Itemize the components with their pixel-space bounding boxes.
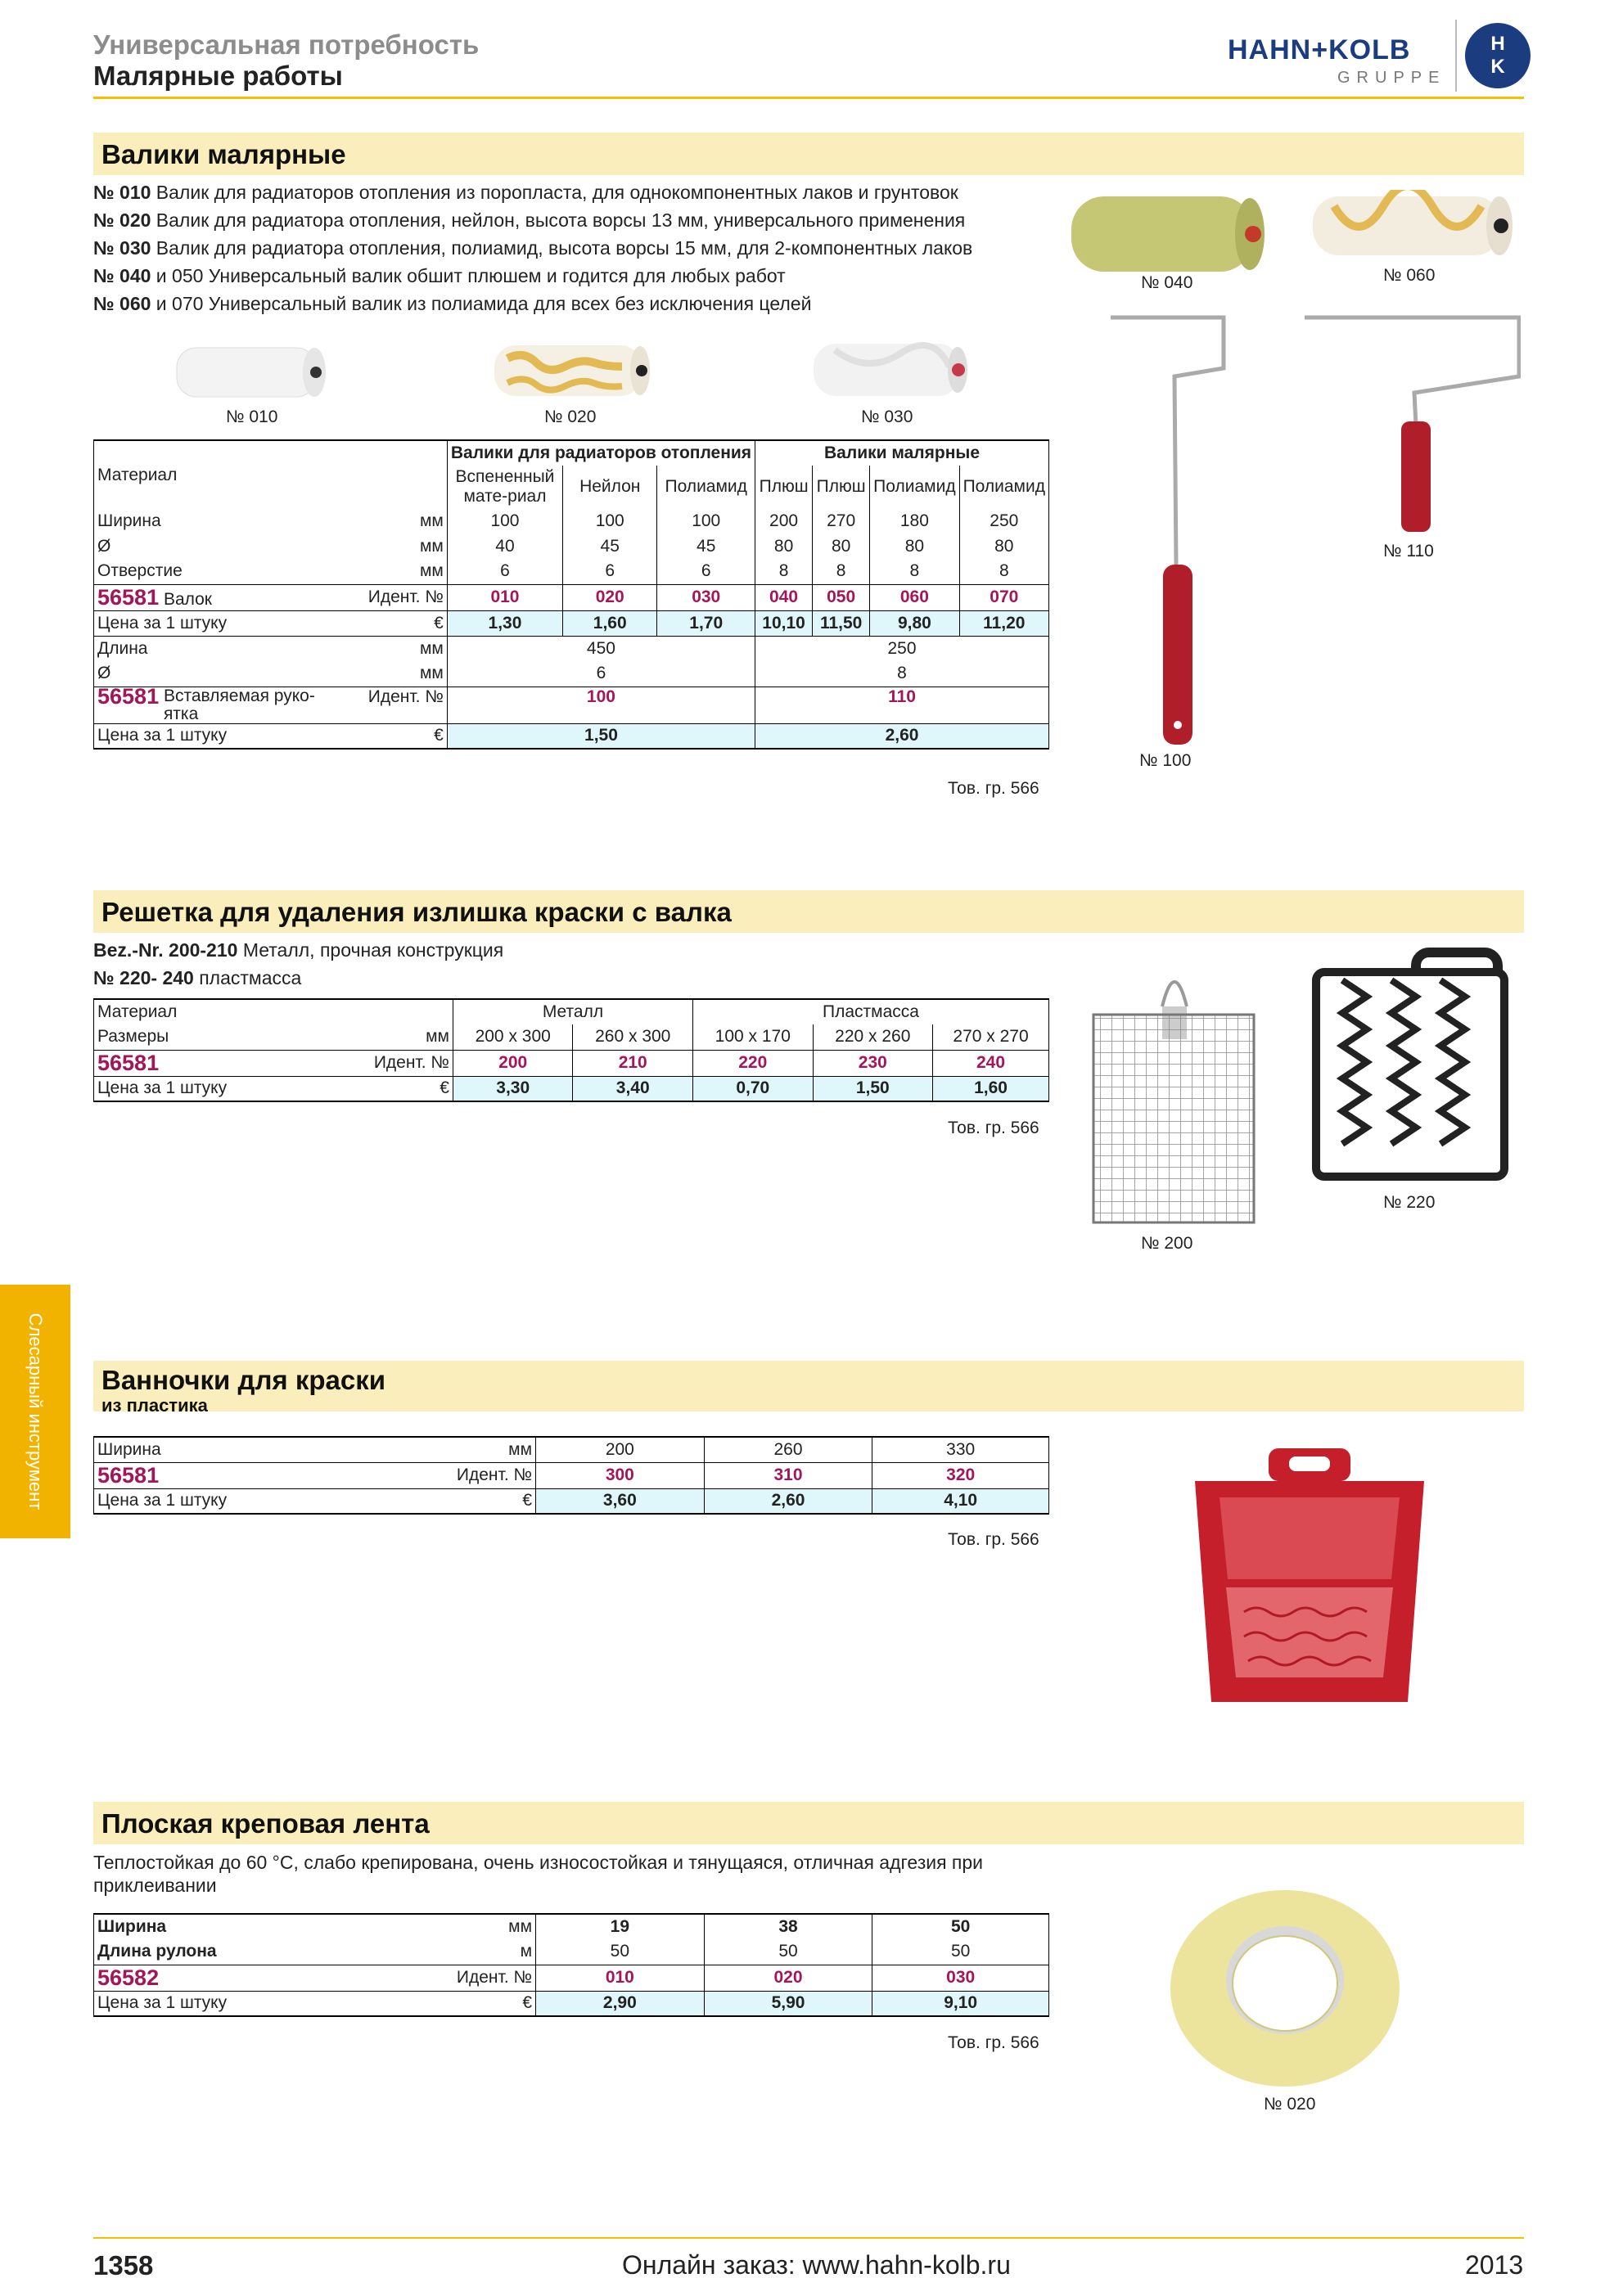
- grid-ident-cell[interactable]: 220: [693, 1050, 814, 1076]
- width-cell: 100: [657, 508, 755, 533]
- caption-100: № 100: [1139, 751, 1192, 770]
- grid-ident-cell[interactable]: 230: [813, 1050, 933, 1076]
- tray-ident-cell[interactable]: 320: [872, 1462, 1049, 1488]
- side-tab[interactable]: [0, 1285, 70, 1538]
- grid-price-label: Цена за 1 штуку: [94, 1076, 290, 1101]
- handle-price-cell: 2,60: [755, 723, 1049, 749]
- page-number: 1358: [93, 2250, 154, 2280]
- tape-width-cell: 38: [704, 1914, 872, 1939]
- material-cell: Нейлон: [563, 466, 657, 508]
- diameter-label: Ø: [94, 533, 329, 559]
- price-cell: 1,70: [657, 610, 755, 636]
- tape-ident-cell[interactable]: 010: [536, 1965, 705, 1991]
- side-tab-label: Слесарный инструмент: [25, 1312, 46, 1510]
- size-cell: 200 x 300: [453, 1024, 573, 1050]
- handle-diameter-cell: 6: [447, 661, 755, 687]
- handle-ident-cell[interactable]: 110: [755, 687, 1049, 723]
- handle-ident-cell[interactable]: 100: [447, 687, 755, 723]
- handle-100-image: [1101, 311, 1248, 745]
- caption-060: № 060: [1383, 266, 1436, 285]
- goods-group-trays: Тов. гр. 566: [948, 1530, 1039, 1549]
- rollers-description: [93, 178, 972, 317]
- grid-material-label: Материал: [94, 999, 290, 1024]
- logo-badge-icon: [1465, 23, 1531, 88]
- grid-desc-line-1: Bez.-Nr. 200-210 Металл, прочная конструкция: [93, 939, 504, 961]
- tray-width-label: Ширина: [94, 1437, 453, 1462]
- group-plastic: Пластмасса: [693, 999, 1049, 1024]
- roller-010-image: [174, 340, 329, 405]
- hole-cell: 8: [755, 559, 813, 584]
- footer-rule: [93, 2237, 1524, 2239]
- grid-description: [93, 936, 503, 992]
- section-title-trays: Ванночки для краски: [101, 1365, 386, 1395]
- ident-cell[interactable]: 060: [870, 584, 959, 610]
- paint-tray-image: [1187, 1440, 1432, 1710]
- material-label: Материал: [94, 466, 448, 508]
- hole-cell: 6: [563, 559, 657, 584]
- logo-text: HAHN+KOLB: [1228, 34, 1411, 65]
- group-radiator: Валики для радиаторов отопления: [447, 440, 755, 466]
- grid-price-unit: €: [289, 1076, 453, 1101]
- price-cell: 1,60: [563, 610, 657, 636]
- hole-cell: 8: [959, 559, 1048, 584]
- tape-width-cell: 19: [536, 1914, 705, 1939]
- price-label: Цена за 1 штуку: [94, 610, 329, 636]
- length-cell: 250: [755, 636, 1049, 661]
- caption-010: № 010: [226, 407, 278, 426]
- diameter-cell: 40: [447, 533, 562, 559]
- grid-material-unit: [289, 999, 453, 1024]
- size-cell: 100 x 170: [693, 1024, 814, 1050]
- grid-size-label: Размеры: [94, 1024, 290, 1050]
- tape-width-unit: мм: [453, 1914, 536, 1939]
- handle-price-cell: 1,50: [447, 723, 755, 749]
- desc-line-060: № 060 и 070 Универсальный валик из полиамида для всех без исключения целей: [93, 293, 812, 314]
- ident-cell[interactable]: 070: [959, 584, 1048, 610]
- header-subcategory: Малярные работы: [93, 61, 343, 91]
- hole-cell: 8: [870, 559, 959, 584]
- ident-cell[interactable]: 040: [755, 584, 813, 610]
- tray-article-number: 56581: [94, 1462, 453, 1488]
- article-label: Валок: [163, 589, 212, 609]
- logo-badge-h: H: [1490, 33, 1505, 55]
- diameter-cell: 45: [657, 533, 755, 559]
- width-unit: мм: [328, 508, 447, 533]
- tape-length-cell: 50: [872, 1939, 1049, 1965]
- length-cell: 450: [447, 636, 755, 661]
- article-number: 56581: [97, 584, 160, 610]
- rollers-table: [93, 439, 1049, 750]
- handle-diameter-label: Ø: [94, 661, 329, 687]
- grid-ident-label: Идент. №: [289, 1050, 453, 1076]
- tape-price-cell: 2,90: [536, 1991, 705, 2016]
- width-cell: 250: [959, 508, 1048, 533]
- ident-cell[interactable]: 020: [563, 584, 657, 610]
- logo-badge-k: K: [1490, 56, 1505, 78]
- handle-price-unit: €: [328, 723, 447, 749]
- tape-price-label: Цена за 1 штуку: [94, 1991, 453, 2016]
- ident-cell[interactable]: 030: [657, 584, 755, 610]
- tape-ident-label: Идент. №: [453, 1965, 536, 1991]
- tape-article-number: 56582: [94, 1965, 453, 1991]
- tape-price-unit: €: [453, 1991, 536, 2016]
- diameter-cell: 80: [813, 533, 870, 559]
- tape-width-label: Ширина: [94, 1914, 453, 1939]
- tape-price-cell: 9,10: [872, 1991, 1049, 2016]
- hole-cell: 8: [813, 559, 870, 584]
- tape-length-cell: 50: [704, 1939, 872, 1965]
- tray-width-cell: 200: [536, 1437, 705, 1462]
- caption-tape-020: № 020: [1264, 2095, 1316, 2114]
- caption-040: № 040: [1141, 273, 1193, 292]
- section-title-grid: Решетка для удаления излишка краски с валка: [101, 897, 732, 927]
- section-title-rollers: Валики малярные: [101, 139, 346, 169]
- desc-line-010: № 010 Валик для радиаторов отопления из поропласта, для однокомпонентных лаков и грунтовок: [93, 182, 958, 203]
- article-cell: [94, 584, 329, 610]
- hole-unit: мм: [328, 559, 447, 584]
- handle-article-cell: [94, 683, 329, 723]
- caption-220: № 220: [1383, 1193, 1436, 1212]
- width-cell: 100: [563, 508, 657, 533]
- tray-price-cell: 4,10: [872, 1488, 1049, 1514]
- diameter-cell: 80: [755, 533, 813, 559]
- price-unit: €: [328, 610, 447, 636]
- metal-grid-200-image: [1089, 949, 1260, 1227]
- grid-price-cell: 3,40: [573, 1076, 693, 1101]
- header-category: Универсальная потребность: [93, 29, 480, 60]
- diameter-cell: 80: [959, 533, 1048, 559]
- tape-length-unit: м: [453, 1939, 536, 1965]
- handle-article-label: Вставляемая руко-ятка: [163, 686, 315, 723]
- rollers-table-corner: [94, 440, 448, 466]
- tray-price-label: Цена за 1 штуку: [94, 1488, 453, 1514]
- price-cell: 9,80: [870, 610, 959, 636]
- desc-line-030: № 030 Валик для радиатора отопления, полиамид, высота ворсы 15 мм, для 2-компонентных лаков: [93, 237, 973, 259]
- width-cell: 180: [870, 508, 959, 533]
- length-label: Длина: [94, 636, 329, 661]
- masking-tape-image: [1162, 1882, 1408, 2095]
- tape-width-cell: 50: [872, 1914, 1049, 1939]
- tape-length-label: Длина рулона: [94, 1939, 453, 1965]
- handle-price-label: Цена за 1 штуку: [94, 723, 329, 749]
- tray-price-cell: 3,60: [536, 1488, 705, 1514]
- tray-width-cell: 330: [872, 1437, 1049, 1462]
- grid-price-cell: 1,60: [933, 1076, 1049, 1101]
- grid-desc-line-2: № 220- 240 пластмасса: [93, 967, 302, 988]
- ident-label: Идент. №: [328, 584, 447, 610]
- size-cell: 270 x 270: [933, 1024, 1049, 1050]
- section-title-tape: Плоская креповая лента: [101, 1808, 430, 1839]
- handle-diameter-unit: мм: [328, 661, 447, 687]
- width-cell: 100: [447, 508, 562, 533]
- tray-ident-cell[interactable]: 300: [536, 1462, 705, 1488]
- grid-price-cell: 1,50: [813, 1076, 933, 1101]
- price-cell: 10,10: [755, 610, 813, 636]
- grid-ident-cell[interactable]: 240: [933, 1050, 1049, 1076]
- roller-040-image: [1068, 188, 1273, 278]
- width-cell: 270: [813, 508, 870, 533]
- material-cell: Полиамид: [959, 466, 1048, 508]
- desc-line-020: № 020 Валик для радиатора отопления, нейлон, высота ворсы 13 мм, универсального применения: [93, 209, 966, 231]
- desc-line-040: № 040 и 050 Универсальный валик обшит плюшем и годится для любых работ: [93, 265, 786, 286]
- trays-table: [93, 1436, 1049, 1515]
- material-cell: Плюш: [813, 466, 870, 508]
- handle-110-image: [1300, 311, 1521, 540]
- tape-ident-cell[interactable]: 030: [872, 1965, 1049, 1991]
- tray-ident-cell[interactable]: 310: [704, 1462, 872, 1488]
- length-unit: мм: [328, 636, 447, 661]
- goods-group-grid: Тов. гр. 566: [948, 1119, 1039, 1137]
- material-cell: Плюш: [755, 466, 813, 508]
- caption-200: № 200: [1141, 1234, 1193, 1253]
- material-cell: Полиамид: [870, 466, 959, 508]
- price-cell: 11,20: [959, 610, 1048, 636]
- hole-cell: 6: [447, 559, 562, 584]
- diameter-cell: 45: [563, 533, 657, 559]
- logo-gruppe: GRUPPE: [1337, 69, 1446, 87]
- handle-article-number: 56581: [97, 683, 160, 709]
- tray-price-unit: €: [453, 1488, 536, 1514]
- tray-width-cell: 260: [704, 1437, 872, 1462]
- roller-060-image: [1310, 190, 1518, 263]
- tape-length-cell: 50: [536, 1939, 705, 1965]
- header-rule: [93, 97, 1524, 99]
- handle-diameter-cell: 8: [755, 661, 1049, 687]
- tray-ident-label: Идент. №: [453, 1462, 536, 1488]
- plastic-grid-220-image: [1310, 948, 1514, 1185]
- caption-030: № 030: [861, 407, 913, 426]
- hole-cell: 6: [657, 559, 755, 584]
- width-label: Ширина: [94, 508, 329, 533]
- online-order-link[interactable]: Онлайн заказ: www.hahn-kolb.ru: [622, 2250, 1011, 2280]
- grid-ident-cell[interactable]: 210: [573, 1050, 693, 1076]
- roller-030-image: [810, 334, 974, 407]
- size-cell: 220 x 260: [813, 1024, 933, 1050]
- logo-separator: [1455, 20, 1457, 92]
- hole-label: Отверстие: [94, 559, 329, 584]
- roller-020-image: [491, 334, 655, 407]
- group-painting: Валики малярные: [755, 440, 1049, 466]
- material-cell: Полиамид: [657, 466, 755, 508]
- ident-cell[interactable]: 010: [447, 584, 562, 610]
- handle-ident-label: Идент. №: [328, 687, 447, 723]
- grid-size-unit: мм: [289, 1024, 453, 1050]
- grid-ident-cell[interactable]: 200: [453, 1050, 573, 1076]
- grid-price-cell: 3,30: [453, 1076, 573, 1101]
- tray-price-cell: 2,60: [704, 1488, 872, 1514]
- grid-article-number: 56581: [94, 1050, 290, 1076]
- size-cell: 260 x 300: [573, 1024, 693, 1050]
- price-cell: 11,50: [813, 610, 870, 636]
- section-subtitle-trays: из пластика: [101, 1395, 208, 1416]
- goods-group-tape: Тов. гр. 566: [948, 2033, 1039, 2052]
- caption-020: № 020: [544, 407, 597, 426]
- group-metal: Металл: [453, 999, 692, 1024]
- catalog-year: 2013: [1465, 2250, 1524, 2280]
- diameter-unit: мм: [328, 533, 447, 559]
- ident-cell[interactable]: 050: [813, 584, 870, 610]
- width-cell: 200: [755, 508, 813, 533]
- tray-width-unit: мм: [453, 1437, 536, 1462]
- material-cell: Вспененный мате-риал: [447, 466, 562, 508]
- tape-price-cell: 5,90: [704, 1991, 872, 2016]
- grid-table: [93, 998, 1049, 1102]
- tape-table: [93, 1913, 1049, 2017]
- diameter-cell: 80: [870, 533, 959, 559]
- hahn-kolb-logo[interactable]: [1228, 20, 1531, 93]
- caption-110: № 110: [1383, 542, 1434, 560]
- tape-ident-cell[interactable]: 020: [704, 1965, 872, 1991]
- grid-price-cell: 0,70: [693, 1076, 814, 1101]
- price-cell: 1,30: [447, 610, 562, 636]
- goods-group-rollers: Тов. гр. 566: [948, 779, 1039, 798]
- tape-description: Теплостойкая до 60 °С, слабо крепирована, очень износостойкая и тянущаяся, отличная адгезия при приклеивании: [93, 1852, 984, 1896]
